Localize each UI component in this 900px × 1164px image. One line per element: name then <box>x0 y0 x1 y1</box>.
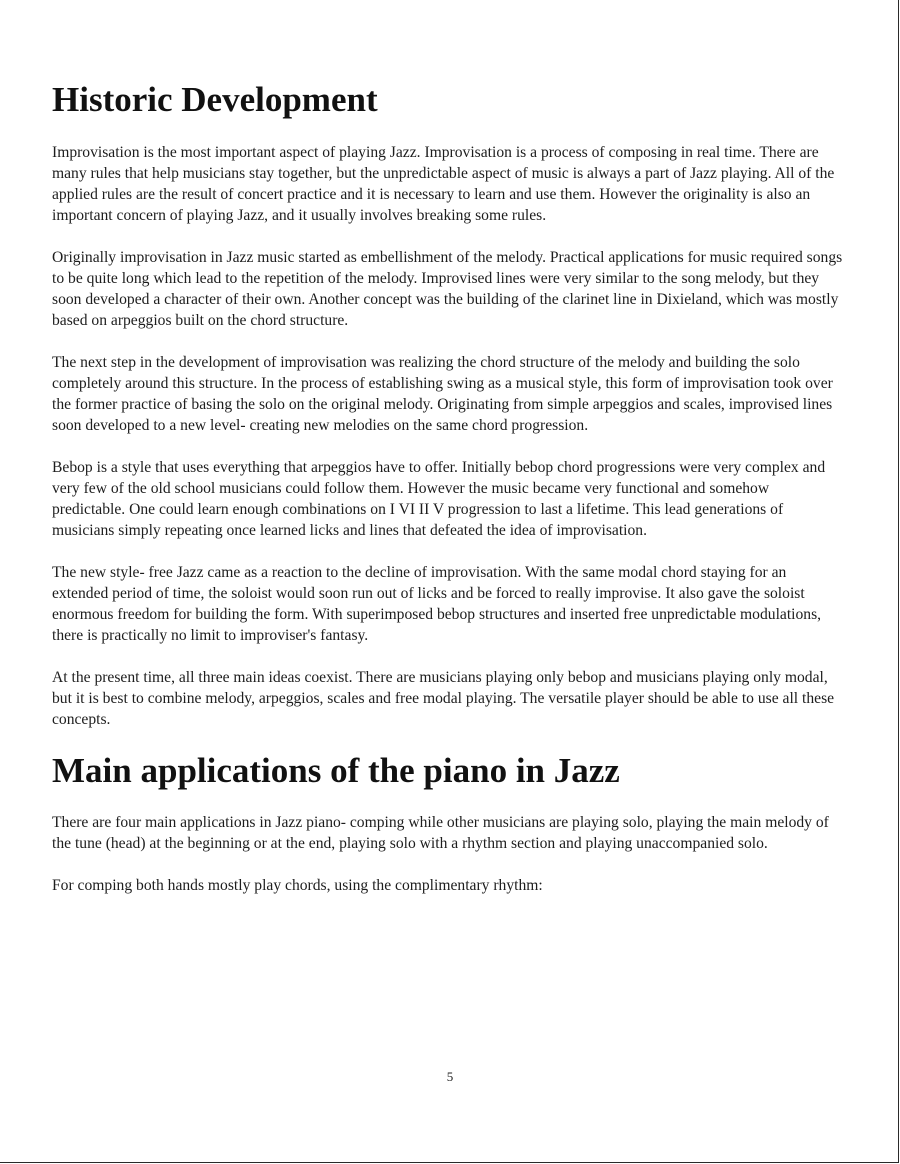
section-heading-historic-development: Historic Development <box>52 80 378 119</box>
page-number: 5 <box>446 1069 454 1084</box>
paragraph: Bebop is a style that uses everything that arpeggios have to offer. Initially bebop chord progressions were very complex and very few of the old school musicians could follow them. However the music became very functional and somehow predictable. One could learn enough combinations on I VI II V progression to last a lifetime. This lead generations of musicians simply repeating once learned licks and lines that defeated the idea of improvisation. <box>52 459 826 540</box>
paragraph: The new style- free Jazz came as a reaction to the decline of improvisation. With the same modal chord staying for an extended period of time, the soloist would soon run out of licks and be forced to really improvise. It also gave the soloist enormous freedom for building the form. With superimposed bebop structures and inserted free unpredictable modulations, there is practically no limit to improviser's fantasy. <box>52 564 822 645</box>
paragraph: For comping both hands mostly play chords, using the complimentary rhythm: <box>52 876 543 894</box>
paragraph: Improvisation is the most important aspect of playing Jazz. Improvisation is a process of composing in real time. There are many rules that help musicians stay together, but the unpredictable aspect of music is always a part of Jazz playing. All of the applied rules are the result of concert practice and it is necessary to learn and use them. However the originality is also an important concern of playing Jazz, and it usually involves breaking some rules. <box>52 144 835 225</box>
paragraph: Originally improvisation in Jazz music started as embellishment of the melody. Practical applications for music required songs to be quite long which lead to the repetition of the melody. Improvised lines were very similar to the song melody, but they soon developed a character of their own. Another concept was the building of the clarinet line in Dixieland, which was mostly based on arpeggios built on the chord structure. <box>52 249 843 330</box>
paragraph: The next step in the development of improvisation was realizing the chord structure of the melody and building the solo completely around this structure. In the process of establishing swing as a musical style, this form of improvisation took over the former practice of basing the solo on the original melody. Originating from simple arpeggios and scales, improvised lines soon developed to a new level- creating new melodies on the same chord progression. <box>52 354 833 435</box>
paragraph: There are four main applications in Jazz piano- comping while other musicians are playing solo, playing the main melody of the tune (head) at the beginning or at the end, playing solo with a rhythm section and playing unaccompanied solo. <box>52 813 829 852</box>
page-content <box>52 80 844 917</box>
section-heading-main-applications: Main applications of the piano in Jazz <box>52 751 620 791</box>
paragraph: At the present time, all three main ideas coexist. There are musicians playing only bebop and musicians playing only modal, but it is best to combine melody, arpeggios, scales and free modal playing. The versatile player should be able to use all these concepts. <box>52 669 835 729</box>
